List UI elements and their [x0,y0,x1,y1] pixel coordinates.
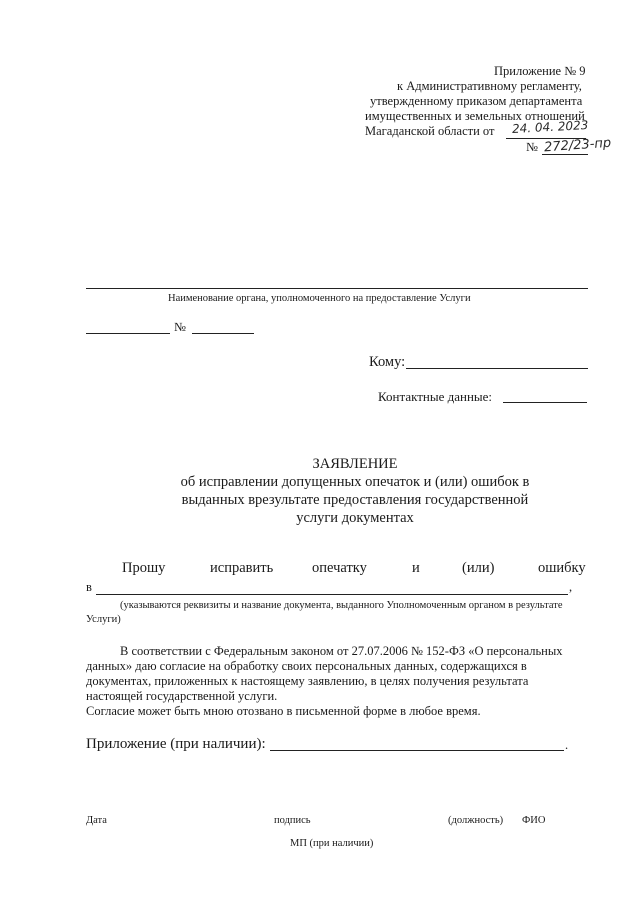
region-date-label: Магаданской области от [365,124,495,138]
regulation-reference: к Административному регламенту, [397,79,582,93]
document-details-note-1: (указываются реквизиты и название документа, выданного Уполномоченным органом в результате [120,600,563,611]
request-word-4: и [412,560,420,576]
request-word-5: (или) [462,560,495,576]
consent-line-4: настоящей государственной услуги. [86,689,278,703]
request-word-2: исправить [210,560,274,576]
full-name-label: ФИО [522,815,546,826]
position-label: (должность) [448,815,504,826]
attachment-trailing: . [565,738,569,752]
to-label: Кому: [369,354,406,370]
registration-date-field[interactable] [86,333,170,334]
appendix-number: Приложение № 9 [494,64,586,78]
approval-reference: утвержденному приказом департамента [370,94,583,108]
order-number-sign: № [526,140,538,154]
authority-caption: Наименование органа, уполномоченного на предоставление Услуги [168,293,471,304]
attachment-label: Приложение (при наличии): [86,736,266,752]
contacts-label: Контактные данные: [378,389,493,404]
consent-line-2: данных» даю согласие на обработку своих персональных данных, содержащихся в [86,659,527,673]
authority-name-field[interactable] [86,288,588,289]
request-word-1: Прошу [122,560,166,576]
document-details-field[interactable] [96,594,568,595]
department-name: имущественных и земельных отношений [365,109,585,123]
stamp-label: МП (при наличии) [290,838,374,849]
consent-line-1: В соответствии с Федеральным законом от 27.07.2006 № 152-ФЗ «О персональных [120,644,563,658]
document-details-note-2: Услуги) [86,614,121,625]
contacts-field[interactable] [503,402,587,403]
subject-line-2: выданных врезультате предоставления государственной [181,492,529,508]
date-label: Дата [86,815,107,826]
request-word-6: ошибку [538,560,586,576]
to-field[interactable] [406,368,588,369]
request-trailing-comma: , [569,580,573,594]
subject-line-3: услуги документах [296,510,414,526]
consent-line-5: Согласие может быть мною отозвано в письменной форме в любое время. [86,704,481,718]
request-prefix: в [86,580,92,594]
handwritten-date: 24. 04. 2023 [511,118,589,136]
attachment-field[interactable] [270,750,564,751]
handwritten-number: 272/23-пр [543,135,612,156]
signature-label: подпись [274,815,311,826]
registration-number-field[interactable] [192,333,254,334]
document-heading: ЗАЯВЛЕНИЕ [312,456,398,472]
subject-line-1: об исправлении допущенных опечаток и (или) ошибок в [180,474,530,490]
registration-number-sign: № [174,320,186,334]
consent-line-3: документах, приложенных к настоящему заявлению, в целях получения результата [86,674,529,688]
request-word-3: опечатку [312,560,367,576]
